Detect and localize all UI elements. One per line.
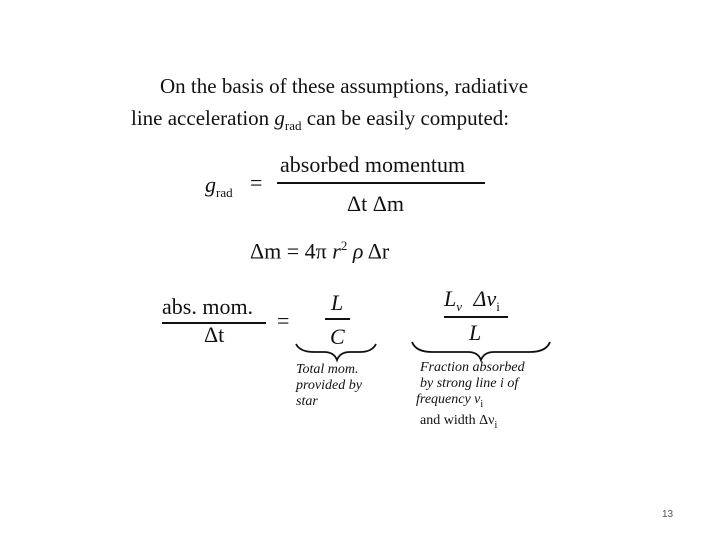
intro-line-1: On the basis of these assumptions, radiative xyxy=(160,74,529,98)
eq3-frac2-denominator: L xyxy=(469,320,482,345)
g-rad-symbol: g xyxy=(274,106,285,130)
eq3-lhs-denominator: Δt xyxy=(204,322,225,347)
eq3-lhs-numerator: abs. mom. xyxy=(162,294,254,319)
eq3-frac2-numerator: $L_\nu$ $\Delta\nu_i$ xyxy=(444,286,500,314)
intro-line-2: line acceleration $g_{rad}$ can be easily computed: xyxy=(131,106,510,133)
eq1-lhs: $g_{rad}$ xyxy=(205,172,233,200)
underbrace-right xyxy=(412,342,550,360)
eq1-denominator: Δt Δm xyxy=(347,191,405,216)
annotation-fraction-absorbed: Fraction absorbed by strong line i of frequency $\nu_i$ and width $\Delta\nu_i$ xyxy=(416,360,525,431)
eq3-frac1-denominator: C xyxy=(330,324,345,349)
annotation-total-momentum: Total mom. provided by star xyxy=(296,362,362,409)
eq3-frac1-numerator: L xyxy=(331,290,344,315)
eq3-equals: = xyxy=(277,308,290,333)
eq2: Δm = 4π $r^2$ ρ Δr xyxy=(250,238,390,264)
page-number: 13 xyxy=(662,509,674,520)
eq1-equals: = xyxy=(250,170,263,195)
underbrace-left xyxy=(296,344,376,360)
eq1-numerator: absorbed momentum xyxy=(280,152,466,177)
